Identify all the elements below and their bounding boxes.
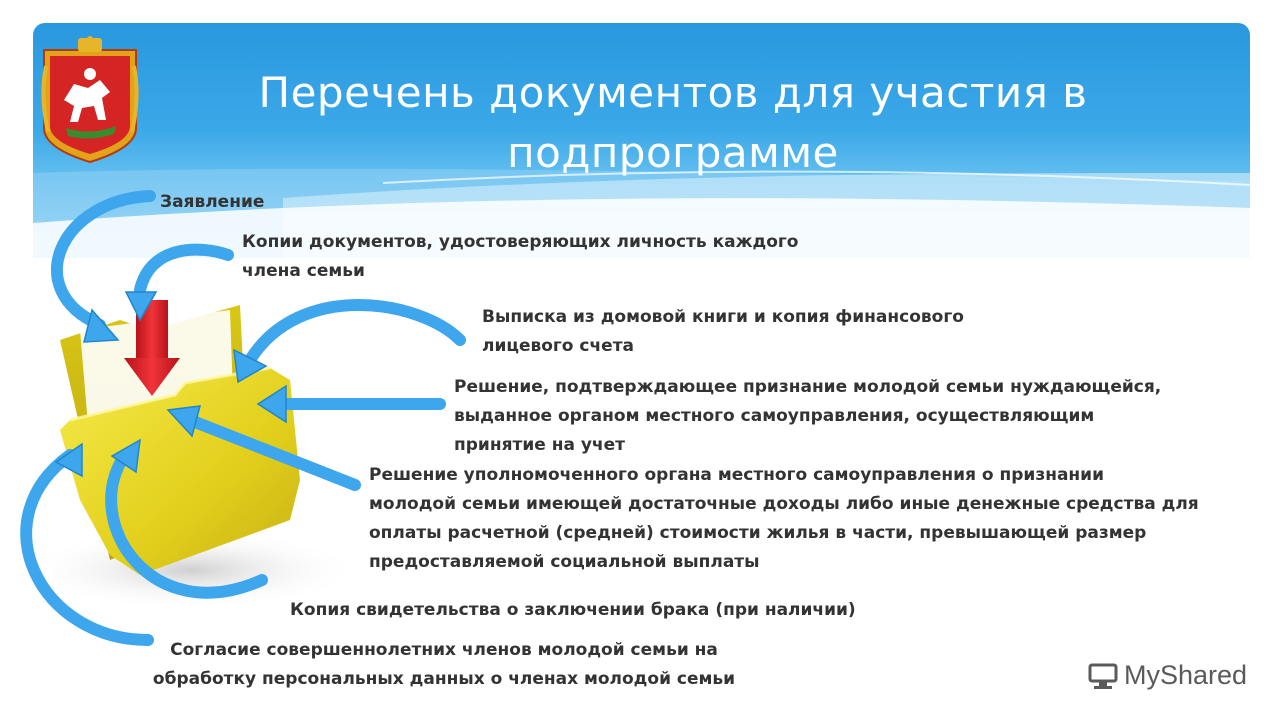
document-text: Выписка из домовой книги и копия финансового xyxy=(482,307,964,327)
slide-title: Перечень документов для участия в подпрограмме xyxy=(258,68,1088,177)
document-item-consent xyxy=(134,636,754,694)
document-text: Копия свидетельства о заключении брака (при наличии) xyxy=(290,600,856,620)
document-text: обработку персональных данных о членах молодой семьи xyxy=(152,669,736,689)
document-text: Заявление xyxy=(160,192,265,212)
document-text: Копии документов, удостоверяющих личность каждого xyxy=(242,232,799,252)
myshared-watermark xyxy=(1088,655,1248,695)
document-item-house-book xyxy=(482,303,964,361)
arrow-to-house-book xyxy=(250,305,460,360)
document-text: предоставляемой социальной выплаты xyxy=(369,552,760,572)
document-text: молодой семьи имеющей достаточные доходы либо иные денежные средства для xyxy=(369,494,1199,514)
document-item-identity-copies xyxy=(242,228,798,286)
document-text: оплаты расчетной (средней) стоимости жилья в части, превышающей размер xyxy=(369,523,1147,543)
document-item-need-decision xyxy=(454,373,1161,460)
arrow-to-identity-docs xyxy=(140,250,228,290)
document-text: члена семьи xyxy=(242,261,365,281)
document-text: лицевого счета xyxy=(482,336,635,356)
document-item-application xyxy=(160,188,264,217)
document-text: выданное органом местного самоуправления, осуществляющим xyxy=(454,406,1095,426)
document-text: Решение уполномоченного органа местного самоуправления о признании xyxy=(369,465,1104,485)
document-item-income-decision xyxy=(369,461,1199,577)
document-item-marriage-certificate xyxy=(290,596,856,625)
watermark-text: MyShared xyxy=(1124,660,1248,690)
myshared-logo-icon xyxy=(1088,661,1118,689)
document-text: Решение, подтверждающее признание молодой семьи нуждающейся, xyxy=(454,377,1162,397)
document-text: принятие на учет xyxy=(454,435,625,455)
document-text: Согласие совершеннолетних членов молодой семьи на xyxy=(170,640,718,660)
